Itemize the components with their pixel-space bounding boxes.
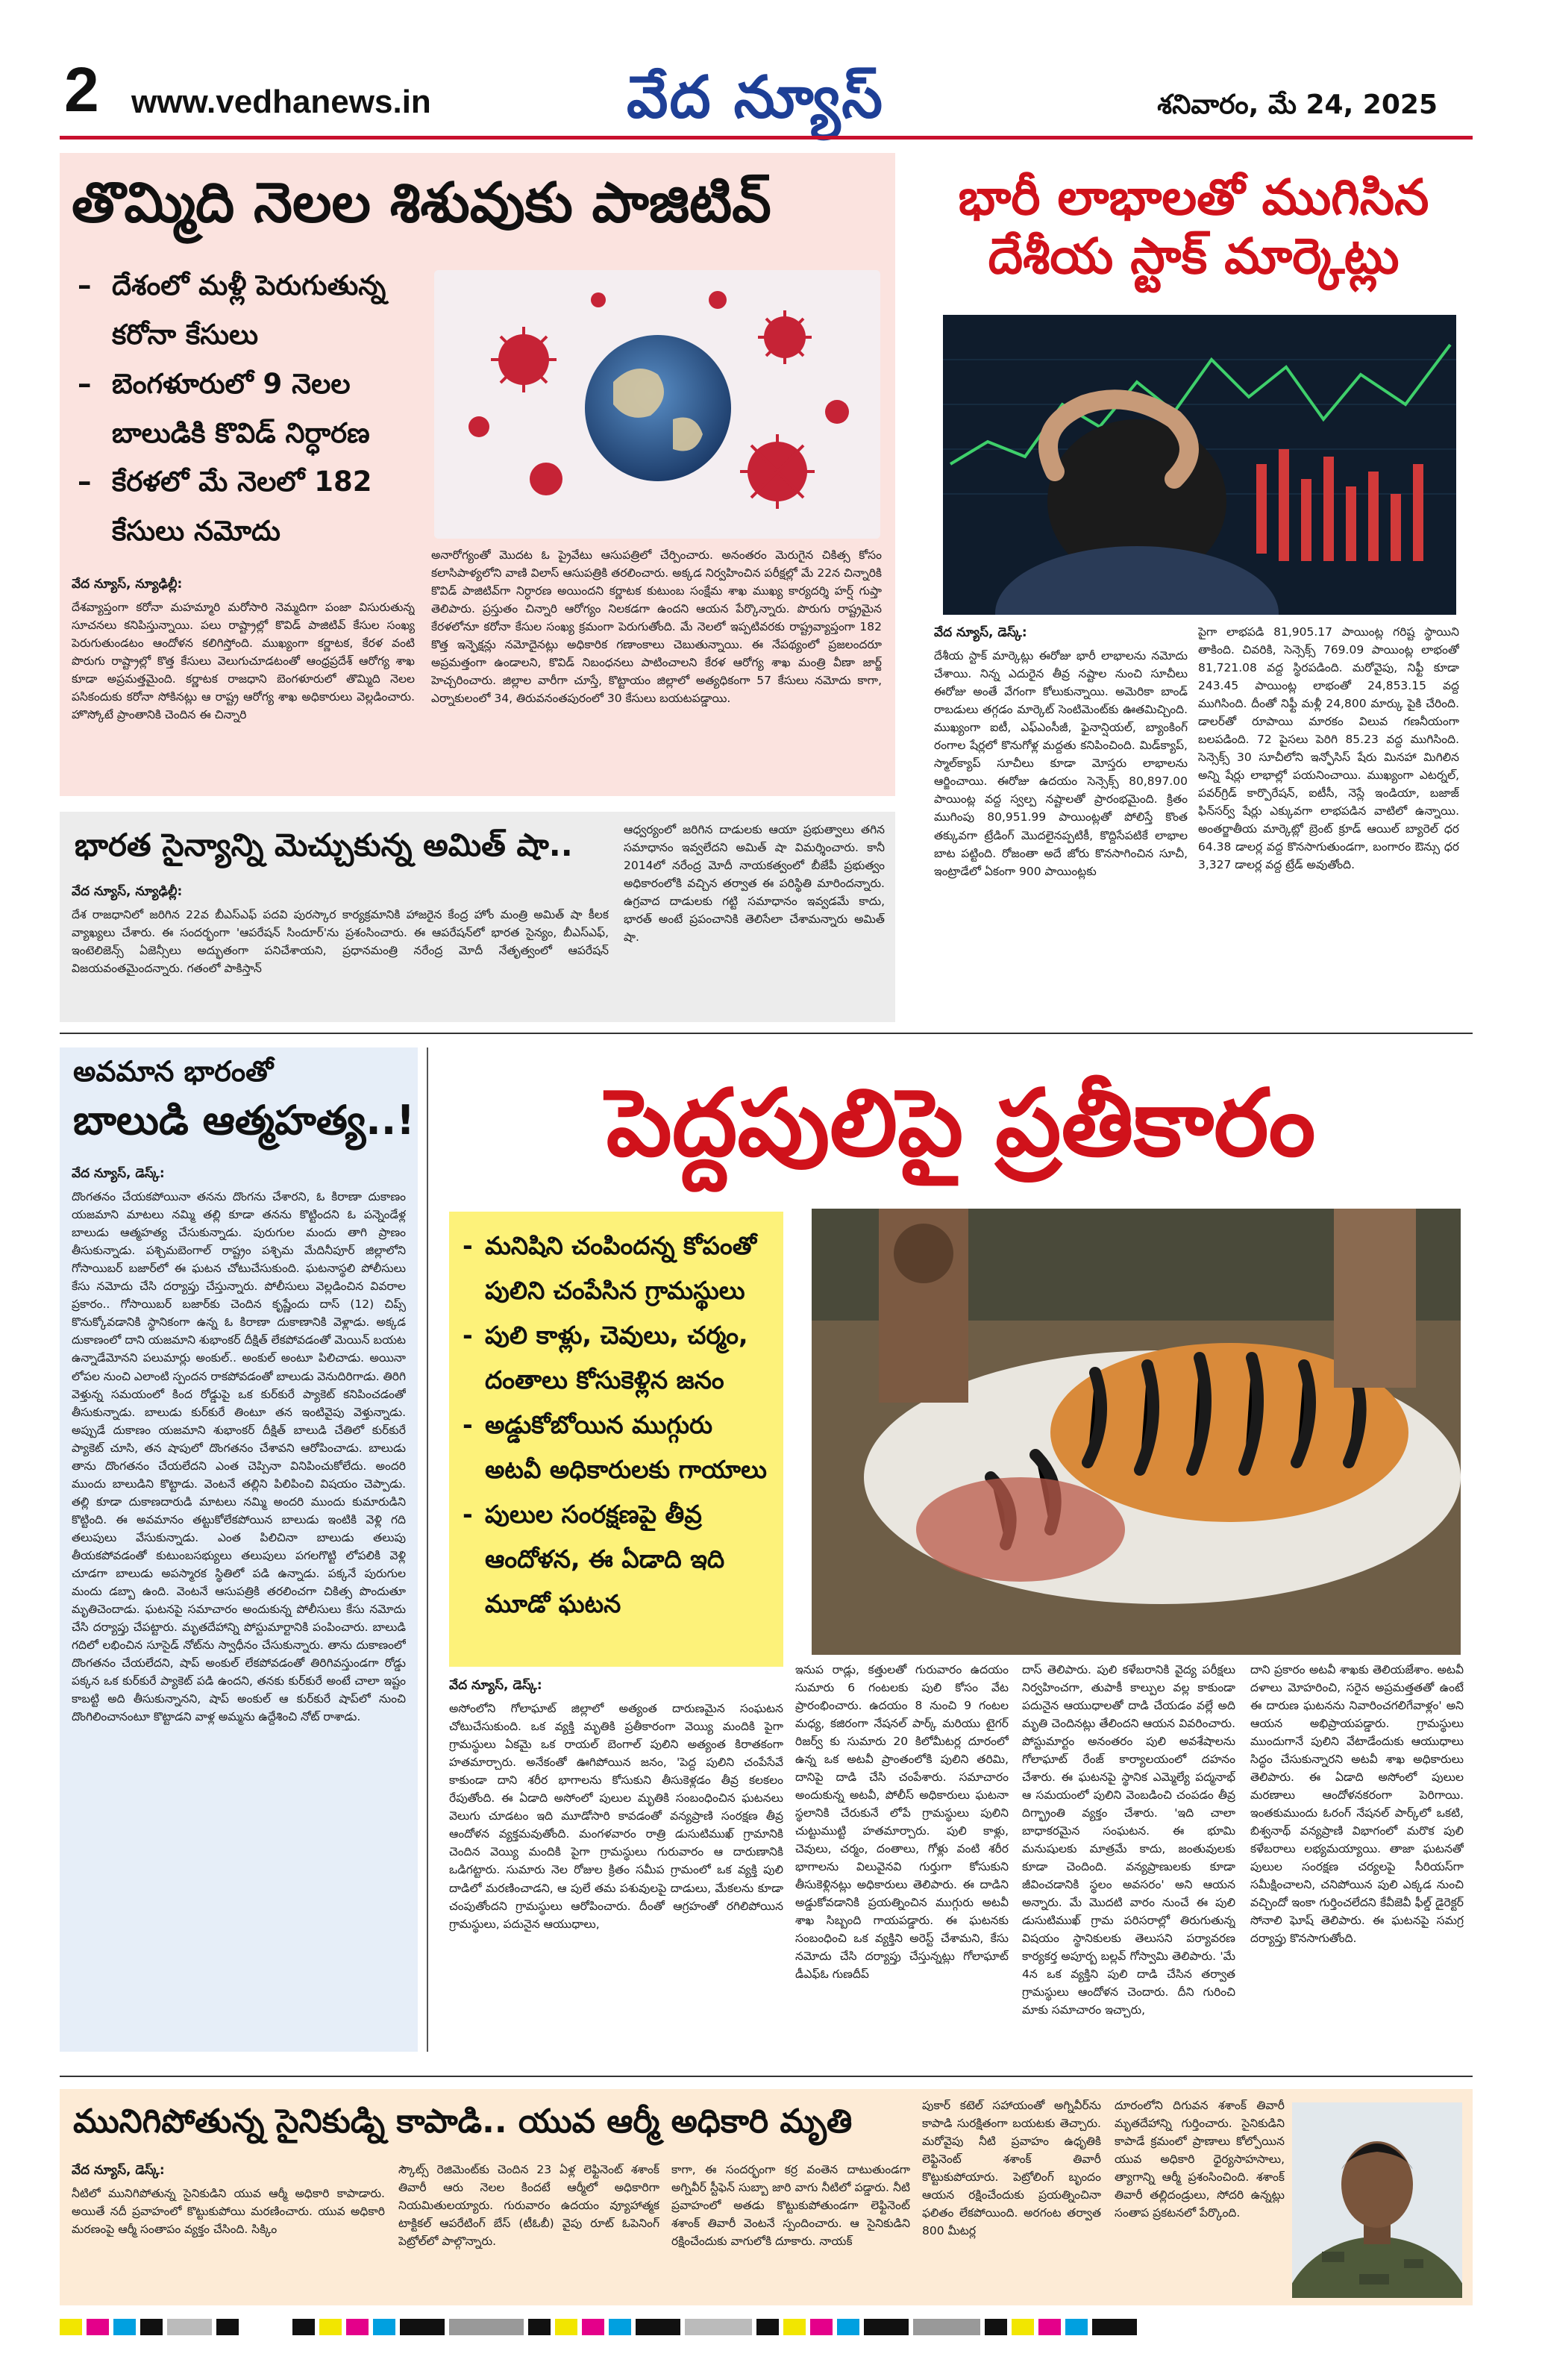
covid-bullet: – బెంగళూరులో 9 నెలల బాలుడికి కొవిడ్ నిర్ధారణ xyxy=(78,367,370,449)
tiger-bullets xyxy=(463,1224,776,1626)
army-column-3: కాగా, ఈ సందర్భంగా కర్ర వంతెన దాటుతుండగా అగ్నివీర్ స్టీఫెన్ సుబ్బా జారి వాగు నీటిలో పడ్డారు. నీటి ప్రవాహంలో అతడు కొట్టుకుపోతుండగా లెఫ్టినెంట్ శశాంక్ తివారీ వెంటనే స్పందించారు. ఆ సైనికుడిని రక్షించేందుకు వాగులోకి దూకారు. నాయక్ xyxy=(671,2163,910,2249)
tiger-bullet: - మనిషిని చంపిందన్న కోపంతో పులిని చంపేసిన గ్రామస్థులు xyxy=(463,1231,756,1306)
section-divider xyxy=(60,1033,1473,1034)
stock-byline: వేద న్యూస్, డెస్క్: xyxy=(934,625,1027,640)
army-column-1 xyxy=(72,2161,385,2302)
amit-shah-column-2: ఆధ్వర్యంలో జరిగిన దాడులకు ఆయా ప్రభుత్వాలు తగిన సమాధానం ఇవ్వలేదని అమిత్ షా విమర్శించారు. కానీ 2014లో నరేంద్ర మోదీ నాయకత్వంలో బీజేపీ ప్రభుత్వం అధికారంలోకి వచ్చిన తర్వాత ఈ పరిస్థితి మారిందన్నారు. ఉగ్రవాద దాడులకు గట్టి సమాధానం ఇవ్వడమే కాదు, భారత్ అంటే ప్రపంచానికి తెలిసేలా చేశామన్నారు అమిత్ షా. xyxy=(624,823,885,945)
website-url[interactable]: www.vedhanews.in xyxy=(131,84,431,120)
stressed-trader-image xyxy=(943,315,1456,615)
army-byline: వేద న్యూస్, డెస్క్: xyxy=(72,2163,165,2178)
tiger-bullet: - పులుల సంరక్షణపై తీవ్ర ఆందోళన, ఈ ఏడాది ఇది మూడో ఘటన xyxy=(463,1500,725,1619)
section-divider xyxy=(60,2076,1473,2077)
stock-body-1: దేశీయ స్టాక్ మార్కెట్లు ఈరోజు భారీ లాభాలను నమోదు చేశాయి. నిన్న ఎదురైన తీవ్ర నష్టాల నుంచి సూచీలు ఈరోజు అంతే వేగంగా కోలుకున్నాయి. అమెరికా బాండ్ రాబడులు తగ్గడం మార్కెట్ సెంటిమెంట్‌కు ఊతమిచ్చింది. ముఖ్యంగా ఐటీ, ఎఫ్ఎంసీజీ, ఫైనాన్షియల్, బ్యాంకింగ్ రంగాల షేర్లలో కొనుగోళ్ల మద్దతు కనిపించింది. మిడ్‌క్యాప్, స్మాల్‌క్యాప్ సూచీలు కూడా మోస్తరు లాభాలను ఆర్జించాయి. ఈరోజు ఉదయం సెన్సెక్స్ 80,897.00 పాయింట్ల వద్ద స్వల్ప నష్టాలతో ప్రారంభమైంది. క్రితం ముగింపు 80,951.99 పాయింట్లతో పోలిస్తే కొంత తక్కువగా ట్రేడింగ్ మొదలైనప్పటికీ, కొద్దిసేపటికే లాభాల బాట పట్టింది. రోజంతా అదే జోరు కొనసాగించిన సూచీ, ఇంట్రాడేలో ఏకంగా 900 పాయింట్లకు xyxy=(934,649,1188,878)
amit-shah-headline: భారత సైన్యాన్ని మెచ్చుకున్న అమిత్ షా.. xyxy=(75,827,573,863)
issue-date: శనివారం, మే 24, 2025 xyxy=(1157,90,1438,120)
print-registration-bar xyxy=(60,2319,1473,2335)
masthead-rule xyxy=(60,136,1473,140)
column-divider xyxy=(427,1047,428,2052)
army-column-4: పుకార్ కటెల్ సహాయంతో అగ్నివీర్‌ను కాపాడి సురక్షితంగా బయటకు తెచ్చారు. మరోవైపు నీటి ప్రవాహం ఉధృతికి లెఫ్టినెంట్ శశాంక్ తివారీ కొట్టుకుపోయారు. పెట్రోలింగ్ బృందం ఆయన రక్షించేందుకు ప్రయత్నించినా ఫలితం లేకపోయింది. అరగంట తర్వాత 800 మీటర్ల xyxy=(922,2099,1101,2238)
humiliation-kicker: అవమాన భారంతో xyxy=(73,1055,274,1088)
tiger-byline: వేద న్యూస్, డెస్క్: xyxy=(449,1678,542,1693)
dead-tiger-image xyxy=(812,1209,1461,1655)
tiger-column-2: ఇనుప రాడ్లు, కత్తులతో గురువారం ఉదయం సుమారు 6 గంటలకు పులి కోసం వేట ప్రారంభించారు. ఉదయం 8 నుంచి 9 గంటల మధ్య, కజిరంగా నేషనల్ పార్క్ మరియు టైగర్ రిజర్వ్ కు సుమారు 20 కిలోమీటర్ల దూరంలో ఉన్న ఒక అటవీ ప్రాంతంలోకి పులిని తరిమి, దానిపై దాడి చేసి చంపేశారు. సమాచారం అందుకున్న అటవీ, పోలీస్ అధికారులు ఘటనా స్థలానికి చేరుకునే లోపే గ్రామస్థులు పులిని చుట్టుముట్టి హతమార్చారు. పులి కాళ్లు, చెవులు, చర్మం, దంతాలు, గోళ్లు వంటి శరీర భాగాలను విలువైనవి గుర్తుగా కోసుకుని తీసుకెళ్లినట్లు అధికారులు తెలిపారు. ఈ దాడిని అడ్డుకోవడానికి ప్రయత్నించిన ముగ్గురు అటవీ శాఖ సిబ్బంది గాయపడ్డారు. ఈ ఘటనకు సంబంధించి ఒక వ్యక్తిని అరెస్ట్ చేశామని, కేసు నమోదు చేసి దర్యాప్తు చేస్తున్నట్లు గోలాఘాట్ డీఎఫ్ఓ గుణదీప్ xyxy=(795,1663,1009,1982)
tiger-column-1 xyxy=(449,1676,783,2049)
covid-body-1: దేశవ్యాప్తంగా కరోనా మహమ్మారి మరోసారి నెమ్మదిగా పంజా విసురుతున్న సూచనలు కనిపిస్తున్నాయి. పలు రాష్ట్రాల్లో కొవిడ్ పాజిటివ్ కేసుల సంఖ్య పెరుగుతుండటం ఆందోళన కలిగిస్తోంది. ముఖ్యంగా కర్ణాటక, కేరళ వంటి పొరుగు రాష్ట్రాల్లో కొత్త కేసులు వెలుగుచూడటంతో ఆంధ్రప్రదేశ్ ఆరోగ్య శాఖ కూడా అప్రమత్తమైంది. కర్ణాటక రాజధాని బెంగళూరులో తొమ్మిది నెలల పసికందుకు కరోనా సోకినట్లు ఆ రాష్ట్ర ఆరోగ్య శాఖ అధికారులు వెల్లడించారు. హొస్కోటే ప్రాంతానికి చెందిన ఈ చిన్నారి xyxy=(72,601,415,722)
humiliation-body: దొంగతనం చేయకపోయినా తనను దొంగను చేశారని, ఓ కిరాణా దుకాణం యజమాని మాటలు నమ్మి తల్లి కూడా తనను కొట్టిందని ఓ పన్నెండేళ్ల బాలుడు ఆత్మహత్య చేసుకున్నాడు. పురుగుల మందు తాగి ప్రాణం తీసుకున్నాడు. పశ్చిమబెంగాల్ రాష్ట్రం పశ్చిమ మేదినీపూర్ జిల్లాలోని గోసాయిబర్ బజార్‌లో ఈ ఘటన చోటుచేసుకుంది. ఘటనాస్థలి పోలీసులు కేసు నమోదు చేసి దర్యాప్తు చేస్తున్నారు. పోలీసులు వెల్లడించిన వివరాల ప్రకారం.. గోసాయిబర్ బజార్‌కు చెందిన కృష్ణేందు దాస్ (12) చిప్స్ కొనుక్కోవడానికి స్థానికంగా ఉన్న ఓ కిరాణా దుకాణానికి వెళ్లాడు. అక్కడ దుకాణంలో దాని యజమాని శుభాంకర్ దీక్షిత్ లేకపోవడంతో మెయిన్ బయట ఉన్నాడేమోనని పలుమార్లు అంకుల్.. అంకుల్ అంటూ పిలిచాడు. అయినా లోపల నుంచి ఎలాంటి స్పందన రాకపోవడంతో బాలుడు వెనుదిరిగాడు. తిరిగి వెళ్తున్న సమయంలో కింద రోడ్డుపై ఒక కుర్‌కురే ప్యాకెట్ కనిపించడంతో తీసుకున్నాడు. బాలుడు కుర్‌కురే తింటూ తన ఇంటివైపు వెళ్తున్నాడు. అప్పుడే దుకాణం యజమాని శుభాంకర్ దీక్షిత్ బాలుడి చేతిలో కుర్‌కురే ప్యాకెట్ చూసి, తన షాపులో దొంగతనం చేశావని ఆరోపించాడు. బాలుడు తాను దొంగతనం చేయలేదని ఎంత చెప్పినా వినిపించుకోలేదు. అందరి ముందు బాలుడిని కొట్టాడు. వెంటనే తల్లిని పిలిపించి విషయం చెప్పాడు. తల్లి కూడా దుకాణదారుడి మాటలు నమ్మి అందరి ముందు కుమారుడిని కొట్టింది. ఈ అవమానం తట్టుకోలేకపోయిన బాలుడు ఇంటికి వెళ్లి గది తలుపులు వేసుకున్నాడు. ఎంత పిలిచినా బాలుడు తలుపు తీయకపోవడంతో కుటుంబసభ్యులు తలుపులు పగలగొట్టి లోపలికి వెళ్లి చూడగా బాలుడు అపస్మారక స్థితిలో పడి ఉన్నాడు. పక్కనే పురుగుల మందు డబ్బా ఉంది. వెంటనే ఆసుపత్రికి తరలించగా చికిత్స పొందుతూ మృతిచెందాడు. ఘటనపై సమాచారం అందుకున్న పోలీసులు కేసు నమోదు చేసి దర్యాప్తు చేపట్టారు. మృతదేహాన్ని పోస్టుమార్టానికి పంపించారు. బాలుడి గదిలో లభించిన సూసైడ్ నోట్‌ను స్వాధీనం చేసుకున్నారు. తాను దుకాణంలో దొంగతనం చేయలేదని, షాప్ అంకుల్ లేకపోవడంతో తిరిగివస్తుండగా రోడ్డు పక్కన ఒక కుర్‌కురే ప్యాకెట్ పడి ఉందని, తనకు కుర్‌కురే అంటే చాలా ఇష్టం కాబట్టి అది తీసుకున్నానని, షాప్ అంకుల్ ఆ కుర్‌కురే షాప్‌లో నుంచి దొంగిలించానంటూ కొట్టాడని వాళ్ల అమ్మను ఉద్దేశించి నోట్ రాశాడు. xyxy=(72,1190,406,1723)
virus-globe-image xyxy=(434,270,880,539)
army-column-2: స్కౌట్స్ రెజిమెంట్‌కు చెందిన 23 ఏళ్ల లెఫ్టినెంట్ శశాంక్ తివారీ ఆరు నెలల కిందటే ఆర్మీలో అధికారిగా నియమితులయ్యారు. గురువారం ఉదయం వ్యూహాత్మక టాక్టికల్ ఆపరేటింగ్ బేస్ (టీఓబీ) వైపు రూట్ ఓపెనింగ్ పెట్రోల్‌లో పాల్గొన్నారు. xyxy=(398,2163,659,2249)
amit-shah-column-1 xyxy=(72,882,609,1016)
tiger-bullet: - పులి కాళ్లు, చెవులు, చర్మం, దంతాలు కోసుకెళ్లిన జనం xyxy=(463,1321,748,1395)
covid-bullet: – దేశంలో మళ్లీ పెరుగుతున్న కరోనా కేసులు xyxy=(78,269,386,351)
army-body-1: నీటిలో మునిగిపోతున్న సైనికుడిని యువ ఆర్మీ అధికారి కాపాడారు. అయితే నదీ ప్రవాహంలో కొట్టుకుపోయి మరణించారు. యువ అధికారి మరణంపై ఆర్మీ సంతాపం వ్యక్తం చేసింది. సిక్కిం xyxy=(72,2187,385,2237)
covid-bullets xyxy=(78,261,421,556)
army-officer-photo xyxy=(1292,2102,1462,2298)
newspaper-logo: వేద న్యూస్ xyxy=(627,64,885,131)
page-number: 2 xyxy=(64,54,99,125)
covid-bullet: – కేరళలో మే నెలలో 182 కేసులు నమోదు xyxy=(78,466,372,548)
tiger-headline: పెద్దపులిపై ప్రతీకారం xyxy=(606,1070,1316,1177)
amit-shah-body-1: దేశ రాజధానిలో జరిగిన 22వ బీఎస్ఎఫ్ పదవి పురస్కార కార్యక్రమానికి హాజరైన కేంద్ర హోం మంత్రి అమిత్ షా కీలక వ్యాఖ్యలు చేశారు. ఈ సందర్భంగా 'ఆపరేషన్ సిందూర్'ను ప్రశంసించారు. ఈ ఆపరేషన్‌లో భారత సైన్యం, బీఎస్ఎఫ్, ఇంటెలిజెన్స్ ఏజెన్సీలు అద్భుతంగా పనిచేశాయని, ప్రధానమంత్రి నరేంద్ర మోదీ నేతృత్వంలో ఆపరేషన్ విజయవంతమైందన్నారు. గతంలో పాకిస్తాన్ xyxy=(72,908,609,976)
tiger-column-3: దాస్ తెలిపారు. పులి కళేబరానికి వైద్య పరీక్షలు నిర్వహించగా, తుపాకీ కాల్పుల వల్ల కాకుండా పదునైన ఆయుధాలతో దాడి చేయడం వల్లే అది మృతి చెందినట్లు తేలిందని ఆయన వివరించారు. పోస్టుమార్టం అనంతరం పులి అవశేషాలను గోలాఘాట్ రేంజ్ కార్యాలయంలో దహనం చేశారు. ఈ ఘటనపై స్థానిక ఎమ్మెల్యే పద్మనాభ్ ఆ సమయంలో పులిని వెంబడించి చంపడం తీవ్ర దిగ్భ్రాంతి వ్యక్తం చేశారు. 'ఇది చాలా బాధాకరమైన సంఘటన. ఈ భూమి మనుషులకు మాత్రమే కాదు, జంతువులకు కూడా చెందింది. వన్యప్రాణులకు కూడా జీవించడానికి స్థలం అవసరం' అని ఆయన అన్నారు. మే మొదటి వారం నుంచే ఈ పులి డుసుటిముఖ్ గ్రామ పరిసరాల్లో తిరుగుతున్న విషయం స్థానికులకు తెలుసని పర్యావరణ కార్యకర్త అపూర్బ బల్లవ్ గోస్వామి తెలిపారు. 'మే 4న ఒక వ్యక్తిని పులి దాడి చేసిన తర్వాత గ్రామస్థులు ఆందోళన చెందారు. దీని గురించి మాకు సమాచారం ఇచ్చారు, xyxy=(1022,1663,1235,2017)
stock-column-1 xyxy=(934,623,1188,1026)
tiger-column-4: దాని ప్రకారం అటవీ శాఖకు తెలియజేశాం. అటవీ దళాలు మోహరించి, సరైన అప్రమత్తతతో ఉంటే ఈ దారుణ ఘటనను నివారించగలిగేవాళ్లం' అని ఆయన అభిప్రాయపడ్డారు. గ్రామస్థులు ముందుగానే పులిని వేటాడేందుకు ఆయుధాలు సిద్ధం చేసుకున్నారని అటవీ శాఖ అధికారులు తెలిపారు. ఈ ఏడాది అసోంలో పులుల మరణాలు ఆందోళనకరంగా పెరిగాయి. ఇంతకుముందు ఓరంగ్ నేషనల్ పార్క్‌లో ఒకటి, బిశ్వనాథ్ వన్యప్రాణి విభాగంలో మరొక పులి కళేబరాలు లభ్యమయ్యాయి. తాజా ఘటనతో పులుల సంరక్షణ చర్యలపై సీరియస్‌గా సమీక్షించాలని, చనిపోయిన పులి ఎక్కడ నుంచి వచ్చిందో ఇంకా గుర్తించలేదని కేవీజెవీ ఫీల్డ్ డైరెక్టర్ సోనాలి ఘోష్ తెలిపారు. ఈ ఘటనపై సమగ్ర దర్యాప్తు కొనసాగుతోంది. xyxy=(1250,1663,1464,1946)
tiger-body-1: అసోంలోని గోలాఘాట్ జిల్లాలో అత్యంత దారుణమైన సంఘటన చోటుచేసుకుంది. ఒక వ్యక్తి మృతికి ప్రతీకారంగా వెయ్యి మందికి పైగా గ్రామస్థులు ఏకమై ఒక రాయల్ బెంగాల్ పులిని అత్యంత కిరాతకంగా హతమార్చారు. అనేకంతో ఊగిపోయిన జనం, 'పెద్ద పులిని చంపేసేవే కాకుండా దాని శరీర భాగాలను కోసుకుని తీసుకెళ్లడం తీవ్ర కలకలం రేపుతోంది. ఈ ఏడాది అసోంలో పులుల మృతికి సంబంధించిన ఘటనలు వెలుగు చూడటం ఇది మూడోసారి కావడంతో వన్యప్రాణి సంరక్షణ తీవ్ర ఆందోళన వ్యక్తమవుతోంది. మంగళవారం రాత్రి డుసుటిముఖ్ గ్రామానికి చెందిన వెయ్యి మందికి పైగా గ్రామస్థులు గురువారం ఆ దారుణానికి ఒడిగట్టారు. సుమారు నెల రోజుల క్రితం సమీప గ్రామంలో ఒక వ్యక్తి పులి దాడిలో మరణించాడని, ఆ పులే తమ పశువులపై దాడులు, మేకలను కూడా చంపుతోందని గ్రామస్థులు ఆరోపించారు. దీంతో ఆగ్రహంతో రగిలిపోయిన గ్రామస్థులు, పదునైన ఆయుధాలు, xyxy=(449,1702,783,1931)
army-column-5: దూరంలోని దిగువన శశాంక్ తివారీ మృతదేహాన్ని గుర్తించారు. సైనికుడిని కాపాడే క్రమంలో ప్రాణాలు కోల్పోయిన యువ అధికారి ధైర్యసాహసాలు, త్యాగాన్ని ఆర్మీ ప్రశంసించింది. శశాంక్ తివారీ తల్లిదండ్రులు, సోదరి ఉన్నట్లు సంతాప ప్రకటనలో పేర్కొంది. xyxy=(1115,2099,1285,2220)
covid-headline: తొమ్మిది నెలల శిశువుకు పాజిటివ్ xyxy=(72,171,771,235)
humiliation-byline: వేద న్యూస్, డెస్క్: xyxy=(72,1166,165,1181)
stock-headline: భారీ లాభాలతో ముగిసిన దేశీయ స్టాక్ మార్కెట్లు xyxy=(958,169,1429,286)
covid-column-2: అనారోగ్యంతో మొదట ఓ ప్రైవేటు ఆసుపత్రిలో చేర్పించారు. అనంతరం మెరుగైన చికిత్స కోసం కలాసిపాళ్యలోని వాణి విలాస్ ఆసుపత్రికి తరలించారు. అక్కడ నిర్వహించిన పరీక్షల్లో మే 22న చిన్నారికి కొవిడ్ పాజిటివ్‌గా నిర్ధారణ అయిందని కర్ణాటక కుటుంబ సంక్షేమ శాఖ ముఖ్య కార్యదర్శి హర్ష్ గుప్తా తెలిపారు. ప్రస్తుతం చిన్నారి ఆరోగ్యం నిలకడగా ఉందని ఆయన పేర్కొన్నారు. పొరుగు రాష్ట్రమైన కేరళలోనూ కరోనా కేసుల సంఖ్య క్రమంగా పెరుగుతోంది. మే నెలలో ఇప్పటివరకు రాష్ట్రవ్యాప్తంగా 182 కొత్త ఇన్ఫెక్షన్లు నమోదైనట్లు అధికారిక గణాంకాలు చెబుతున్నాయి. ఈ నేపథ్యంలో ప్రజలందరూ అప్రమత్తంగా ఉండాలని, కొవిడ్ నిబంధనలు పాటించాలని కేరళ ఆరోగ్య శాఖ మంత్రి వీణా జార్జ్ హెచ్చరించారు. జిల్లాల వారీగా చూస్తే, కొట్టాయం జిల్లాలో అత్యధికంగా 57 కేసులు నమోదు కాగా, ఎర్నాకులంలో 34, తిరువనంతపురంలో 30 కేసులు బయటపడ్డాయి. xyxy=(431,548,882,706)
covid-column-1 xyxy=(72,574,415,791)
army-headline: మునిగిపోతున్న సైనికుడ్ని కాపాడి.. యువ ఆర్మీ అధికారి మృతి xyxy=(73,2102,853,2141)
tiger-bullet: - అడ్డుకోబోయిన ముగ్గురు అటవీ అధికారులకు గాయాలు xyxy=(463,1410,767,1485)
amit-shah-byline: వేద న్యూస్, న్యూఢిల్లీ: xyxy=(72,884,183,899)
humiliation-headline: బాలుడి ఆత్మహత్య..! xyxy=(73,1097,415,1144)
stock-column-2: పైగా లాభపడి 81,905.17 పాయింట్ల గరిష్ట స్థాయిని తాకింది. చివరికి, సెన్సెక్స్ 769.09 పాయింట్ల లాభంతో 81,721.08 వద్ద స్థిరపడింది. మరోవైపు, నిఫ్టీ కూడా 243.45 పాయింట్ల లాభంతో 24,853.15 వద్ద ముగిసింది. దీంతో నిఫ్టీ మళ్లీ 24,800 మార్కు పైకి చేరింది. డాలర్‌తో రూపాయి మారకం విలువ గణనీయంగా బలపడింది. 72 పైసలు పెరిగి 85.23 వద్ద ముగిసింది. సెన్సెక్స్ 30 సూచీలోని ఇన్ఫోసిస్ షేరు మినహా మిగిలిన అన్ని షేర్లు లాభాల్లో పయనించాయి. ముఖ్యంగా ఎటర్నల్, పవర్‌గ్రిడ్ కార్పొరేషన్, ఐటీసీ, నెస్లే ఇండియా, బజాజ్ ఫిన్‌సర్వ్ షేర్లు ఎక్కువగా లాభపడిన వాటిలో ఉన్నాయి. అంతర్జాతీయ మార్కెట్లో బ్రెంట్ క్రూడ్ ఆయిల్ బ్యారెల్ ధర 64.38 డాలర్ల వద్ద కొనసాగుతుండగా, బంగారం ఔన్సు ధర 3,327 డాలర్ల వద్ద ట్రేడ్ అవుతోంది. xyxy=(1198,625,1459,872)
humiliation-column xyxy=(72,1164,406,2044)
covid-byline: వేద న్యూస్, న్యూఢిల్లీ: xyxy=(72,577,183,592)
